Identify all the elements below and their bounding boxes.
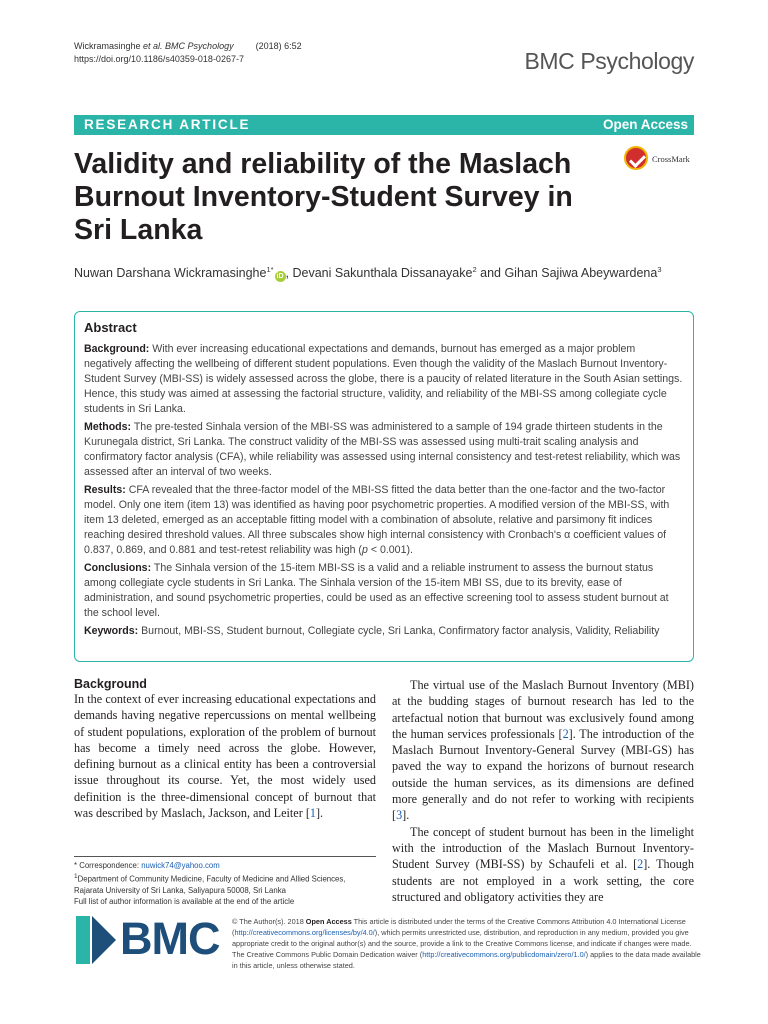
citation-etal: et al. BMC Psychology bbox=[143, 41, 234, 51]
section-heading-background: Background bbox=[74, 677, 147, 691]
citation-link[interactable]: 2 bbox=[562, 726, 569, 741]
citation-authors: Wickramasinghe bbox=[74, 41, 141, 51]
bmc-logo-text: BMC bbox=[120, 913, 220, 964]
body-paragraph-2: The virtual use of the Maslach Burnout Inventory (MBI) at the budding stages of burnout research has led to the artefactual notion that burnout was exclusively found among the human services professionals [2]. The introduction of the Maslach Burnout Inventory-General Survey (MBI-GS) has paved the way to expand the horizons of burnout research outside the human services, as its dimensions are defined more generally and do not refer to working with recipients [3]. bbox=[392, 678, 695, 823]
author-3[interactable]: and Gihan Sajiwa Abeywardena bbox=[476, 266, 658, 281]
article-title: Validity and reliability of the Maslach Burnout Inventory-Student Survey in Sri Lanka bbox=[74, 148, 573, 246]
journal-name: BMC Psychology bbox=[524, 48, 694, 74]
public-domain-link[interactable]: http://creativecommons.org/publicdomain/zero/1.0/ bbox=[422, 950, 586, 960]
abstract-background: Background: With ever increasing educational expectations and demands, burnout has emerged as a major problem negatively affecting the wellbeing of different student populations. Even though the validity of the Maslach Burnout Inventory-Student Survey (MBI-SS) is widely assessed across the globe, there is a paucity of related literature in the South Asian settings. Hence, this study was aimed at assessing the factorial structure, validity, and reliability of the MBI-SS among collegiate cycle students in Sri Lanka. bbox=[84, 343, 683, 415]
body-paragraph-1: In the context of ever increasing educational expectations and demands having negative repercussions on mental wellbeing of student populations, exploration of the problem of burnout has become a timely need across the globe. However, defining burnout as a clinical entity has been a controversial issue throughout its course. Yet, the most widely used definition is the three-dimensional concept of burnout that was described by Maslach, Jackson, and Leiter [1]. bbox=[74, 692, 376, 821]
crossmark-icon bbox=[624, 146, 648, 170]
author-2[interactable]: , Devani Sakunthala Dissanayake bbox=[285, 266, 473, 281]
crossmark-label: CrossMark bbox=[652, 154, 690, 164]
citation-link[interactable]: 3 bbox=[396, 808, 403, 823]
citation-link[interactable]: 2 bbox=[637, 857, 644, 872]
license-statement: © The Author(s). 2018 Open Access This article is distributed under the terms of the Creative Commons Attribution 4.0 International License (http://creativecommons.org/licenses/by/4.0/), which permits unrestricted use, distribution, and reproduction in any medium, provided you give appropriate credit to the original author(s) and the source, provide a link to the Creative Commons license, and indicate if changes were made. The Creative Commons Public Domain Dedication waiver (http://creativecommons.org/publicdomain/zero/1.0/) applies to the data made available in this article, unless otherwise stated. bbox=[232, 917, 701, 971]
author-info-note: Full list of author information is available at the end of the article bbox=[74, 897, 295, 907]
author-1[interactable]: Nuwan Darshana Wickramasinghe bbox=[74, 266, 267, 281]
author-1-affiliation: 1* bbox=[266, 265, 274, 274]
license-link[interactable]: http://creativecommons.org/licenses/by/4.0/ bbox=[234, 928, 375, 938]
bmc-logo-mark-icon bbox=[76, 916, 90, 964]
citation-header bbox=[74, 40, 302, 66]
correspondence-footnote: * Correspondence: nuwick74@yahoo.com $^1$Department of Community Medicine, Faculty of Medicine and Allied Sciences, Rajarata University of Sri Lanka, Saliyapura 50008, Sri Lanka Full list of author information is available at the end of the article bbox=[74, 856, 376, 907]
author-list bbox=[74, 265, 714, 282]
open-access-label: Open Access bbox=[602, 117, 688, 132]
left-column bbox=[74, 677, 376, 821]
abstract-keywords: Keywords: Burnout, MBI-SS, Student burnout, Collegiate cycle, Sri Lanka, Confirmatory factor analysis, Validity, Reliability bbox=[84, 625, 660, 637]
abstract-results: Results: CFA revealed that the three-factor model of the MBI-SS fitted the data better than the one-factor and the two-factor model. Only one item (item 13) was identified as having poor psychometric properties. A modified version of the MBI-SS, with item 13 deleted, emerged as an acceptable fitting model with a combination of absolute, relative and parsimony fit indices reaching desired threshold values. All three subscales show high internal consistency with Cronbach's α coefficient values of 0.837, 0.869, and 0.881 and test-retest reliability was high (p < 0.001). bbox=[84, 484, 670, 556]
citation-year: (2018) 6:52 bbox=[255, 41, 302, 51]
abstract-conclusions: Conclusions: The Sinhala version of the 15-item MBI-SS is a valid and a reliable instrument to assess the burnout status among collegiate cycle students in Sri Lanka. The Sinhala version of the 15-item MBI SS, due to its brevity, ease of administration, and sound psychometric properties, could be used as an effective screening tool to assess student burnout at the school level. bbox=[84, 562, 669, 619]
article-type: RESEARCH ARTICLE bbox=[84, 117, 251, 132]
abstract-heading: Abstract bbox=[84, 320, 137, 335]
citation-link[interactable]: 1 bbox=[309, 806, 316, 821]
author-3-affiliation: 3 bbox=[657, 265, 662, 274]
email-link[interactable]: nuwick74@yahoo.com bbox=[141, 861, 220, 870]
abstract-box bbox=[74, 311, 694, 662]
doi-link[interactable]: https://doi.org/10.1186/s40359-018-0267-7 bbox=[74, 54, 244, 64]
bmc-logo-arrow-icon bbox=[92, 916, 116, 964]
bmc-logo bbox=[76, 912, 220, 968]
author-2-affiliation: 2 bbox=[472, 265, 477, 274]
affiliation: $^1$Department of Community Medicine, Faculty of Medicine and Allied Sciences, Rajarata University of Sri Lanka, Saliyapura 50008, Sri Lanka bbox=[74, 873, 346, 895]
crossmark-button[interactable] bbox=[624, 146, 704, 172]
abstract-methods: Methods: The pre-tested Sinhala version of the MBI-SS was administered to a sample of 194 grade thirteen students in the Kurunegala district, Sri Lanka. The construct validity of the MBI-SS was assessed using multi-trait scaling analysis and confirmatory factor analysis (CFA), while reliability was assessed using internal consistency and test-retest reliability, which was assessed after an interval of two weeks. bbox=[84, 421, 681, 478]
article-banner bbox=[74, 115, 694, 135]
body-paragraph-3: The concept of student burnout has been in the limelight with the introduction of the Maslach Burnout Inventory-Student Survey (MBI-SS) by Schaufeli et al. [2]. Though students are not employed in a work setting, the core structured and obligatory activities they are bbox=[392, 824, 694, 904]
orcid-icon[interactable]: iD bbox=[276, 273, 284, 281]
right-column bbox=[392, 677, 694, 905]
